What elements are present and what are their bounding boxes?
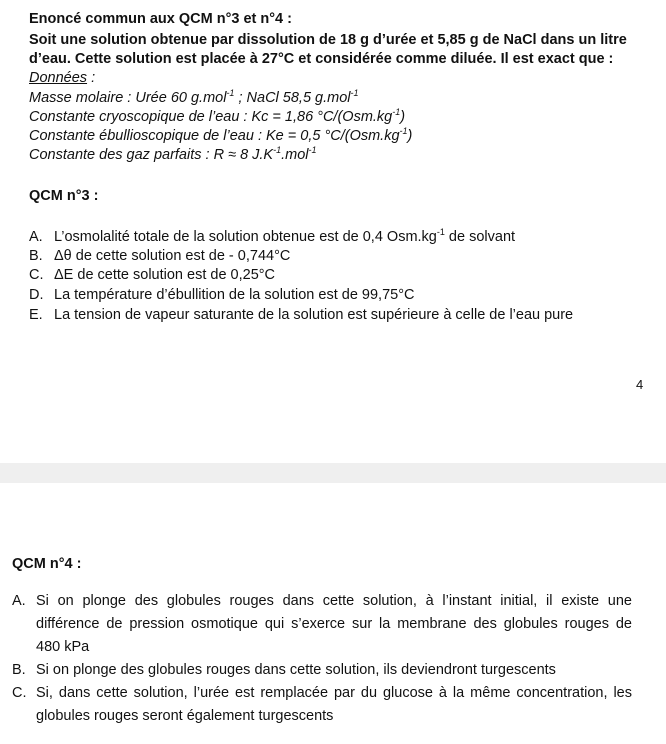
option-letter: A. bbox=[29, 229, 43, 245]
option-text: Δθ de cette solution est de - 0,744°C bbox=[54, 248, 291, 264]
exponent: -1 bbox=[350, 88, 359, 98]
exponent: -1 bbox=[273, 145, 282, 155]
page-separator bbox=[0, 463, 666, 483]
cryoscopic-constant-line bbox=[29, 108, 405, 126]
exponent: -1 bbox=[226, 88, 235, 98]
donnees-heading bbox=[29, 69, 95, 87]
common-statement-title: Enoncé commun aux QCM n°3 et n°4 : bbox=[29, 11, 292, 27]
gas-constant-mol: .mol bbox=[281, 147, 309, 163]
option-text-line: différence de pression osmotique qui s’exerce sur la membrane des globules rouges de bbox=[36, 616, 632, 632]
page-number: 4 bbox=[636, 377, 644, 392]
donnees-label: Données bbox=[29, 70, 88, 86]
statement-line-1: Soit une solution obtenue par dissolution de 18 g d’urée et 5,85 g de NaCl dans un litre bbox=[29, 32, 627, 48]
option-text-main: L’osmolalité totale de la solution obtenue est de 0,4 Osm.kg bbox=[54, 229, 437, 245]
exponent: -1 bbox=[392, 107, 401, 117]
option-text-line: Si, dans cette solution, l’urée est remplacée par du glucose à la même concentration, les bbox=[36, 685, 632, 701]
option-letter: E. bbox=[29, 307, 43, 323]
option-text-tail: de solvant bbox=[444, 229, 516, 245]
masse-molaire-line bbox=[29, 89, 359, 107]
qcm4-title: QCM n°4 : bbox=[12, 556, 82, 572]
close-paren: ) bbox=[400, 109, 406, 125]
exponent: -1 bbox=[399, 126, 408, 136]
exponent: -1 bbox=[436, 227, 445, 237]
option-text-line: globules rouges seront également turgescents bbox=[36, 708, 334, 724]
option-letter: B. bbox=[12, 662, 26, 678]
ebullioscopic-text: Constante ébullioscopique de l’eau : Ke = 0,5 °C/(Osm.kg bbox=[29, 128, 400, 144]
option-text-line: Si on plonge des globules rouges dans cette solution, à l’instant initial, il existe une bbox=[36, 593, 632, 609]
option-letter: A. bbox=[12, 593, 26, 609]
option-text: La tension de vapeur saturante de la solution est supérieure à celle de l’eau pure bbox=[54, 307, 574, 323]
qcm3-title: QCM n°3 : bbox=[29, 188, 99, 204]
option-letter: D. bbox=[29, 287, 44, 303]
option-text bbox=[54, 228, 515, 246]
option-text-line: 480 kPa bbox=[36, 639, 90, 655]
option-letter: C. bbox=[12, 685, 27, 701]
option-text-line: Si on plonge des globules rouges dans cette solution, ils deviendront turgescents bbox=[36, 662, 556, 678]
gas-constant-text: Constante des gaz parfaits : R ≈ 8 J.K bbox=[29, 147, 274, 163]
option-text: ΔE de cette solution est de 0,25°C bbox=[54, 267, 276, 283]
option-text: La température d’ébullition de la solution est de 99,75°C bbox=[54, 287, 415, 303]
option-letter: C. bbox=[29, 267, 44, 283]
statement-line-2: d’eau. Cette solution est placée à 27°C et considérée comme diluée. Il est exact que : bbox=[29, 51, 614, 67]
option-letter: B. bbox=[29, 248, 43, 264]
page-2 bbox=[0, 483, 666, 744]
exponent: -1 bbox=[308, 145, 317, 155]
gas-constant-line bbox=[29, 146, 317, 164]
masse-molaire-text: Masse molaire : Urée 60 g.mol bbox=[29, 90, 227, 106]
masse-molaire-nacl: ; NaCl 58,5 g.mol bbox=[234, 90, 351, 106]
donnees-label-suffix: : bbox=[87, 70, 96, 86]
close-paren: ) bbox=[407, 128, 413, 144]
cryoscopic-text: Constante cryoscopique de l’eau : Kc = 1,86 °C/(Osm.kg bbox=[29, 109, 393, 125]
ebullioscopic-constant-line bbox=[29, 127, 412, 145]
